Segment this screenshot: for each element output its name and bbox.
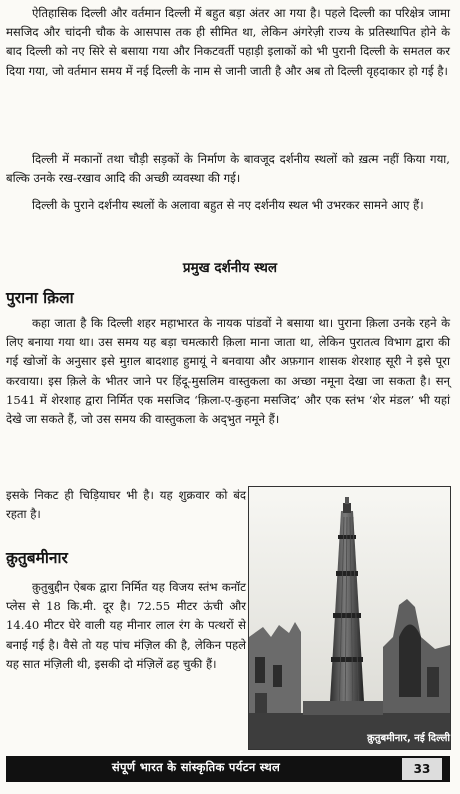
heading-qutub-minar: क़ुतुबमीनार	[6, 549, 68, 567]
qutub-minar-photo	[248, 486, 451, 750]
paragraph-intro: ऐतिहासिक दिल्ली और वर्तमान दिल्ली में बहुत बड़ा अंतर आ गया है। पहले दिल्ली का परिक्षेत्र जामा मसजिद और चांदनी चौक के आसपास तक ही सीमित था, लेकिन अंगरेज़ी राज्य के प्रतिस्थापित होने के बाद दिल्ली को नए सिरे से बसाया गया और निकटवर्ती पहाड़ी इलाकों को भी पुरानी दिल्ली के समतल कर दिया गया, जो वर्तमान समय में नई दिल्ली के नाम से जानी जाती है और अब तो दिल्ली वृहदाकार हो गई है।	[6, 6, 450, 78]
qutub-minar-illustration	[249, 487, 450, 749]
footer-book-title: संपूर्ण भारत के सांस्कृतिक पर्यटन स्थल	[111, 760, 281, 774]
paragraph-purana-qila: कहा जाता है कि दिल्ली शहर महाभारत के नायक पांडवों ने बसाया था। पुराना क़िला उनके रहने के लिए बनाया गया था। उस समय यह बड़ा चमत्कारी क़िला माना जाता था, लेकिन पुरातत्व विभाग द्वारा की गई खोजों के अनुसार इसे मुग़ल बादशाह हुमायूं ने बनवाया और अफ़गान शासक शेरशाह सूरी ने इसे पूरा करवाया। इस क़िले के भीतर जाने पर हिंदू-मुसलिम वास्तुकला का अच्छा नमूना देखा जा सकता है। सन् 1541 में शेरशाह द्वारा निर्मित एक मसजिद ‘क़िला-ए-कुहना मसजिद’ और एक स्तंभ ‘शेर मंडल’ भी यहां देखे जा सकते हैं, जो उस समय की वास्तुकला के अद्‌भुत नमूने हैं।	[6, 316, 450, 427]
section-heading: प्रमुख दर्शनीय स्थल	[182, 260, 278, 276]
paragraph-new-places: दिल्ली के पुराने दर्शनीय स्थलों के अलावा बहुत से नए दर्शनीय स्थल भी उभरकर सामने आए हैं।	[32, 198, 424, 212]
paragraph-purana-qila-end: इसके निकट ही चिड़ियाघर भी है। यह शुक्रवार को बंद रहता है।	[6, 488, 246, 522]
footer-band	[6, 756, 450, 782]
heading-purana-qila: पुराना क़िला	[6, 289, 74, 307]
paragraph-construction: दिल्ली में मकानों तथा चौड़ी सड़कों के निर्माण के बावजूद दर्शनीय स्थलों को ख़त्म नहीं किया गया, बल्कि उनके रख-रखाव आदि की अच्छी व्यवस्था की गई।	[6, 152, 450, 186]
paragraph-qutub-minar: क़ुतुबुद्दीन ऐबक द्वारा निर्मित यह विजय स्तंभ कनॉट प्लेस से 18 कि.मी. दूर है। 72.55 मीटर ऊंची और 14.40 मीटर घेरे वाली यह मीनार लाल रंग के पत्थरों से बनाई गई है। वैसे तो यह पांच मंज़िल की है, लेकिन पहले यह सात मंज़िली थी, इसकी दो मंज़िलें ढह चुकी हैं।	[6, 580, 246, 671]
photo-caption: क़ुतुबमीनार, नई दिल्ली	[367, 733, 450, 744]
page-number: 33	[402, 758, 442, 780]
